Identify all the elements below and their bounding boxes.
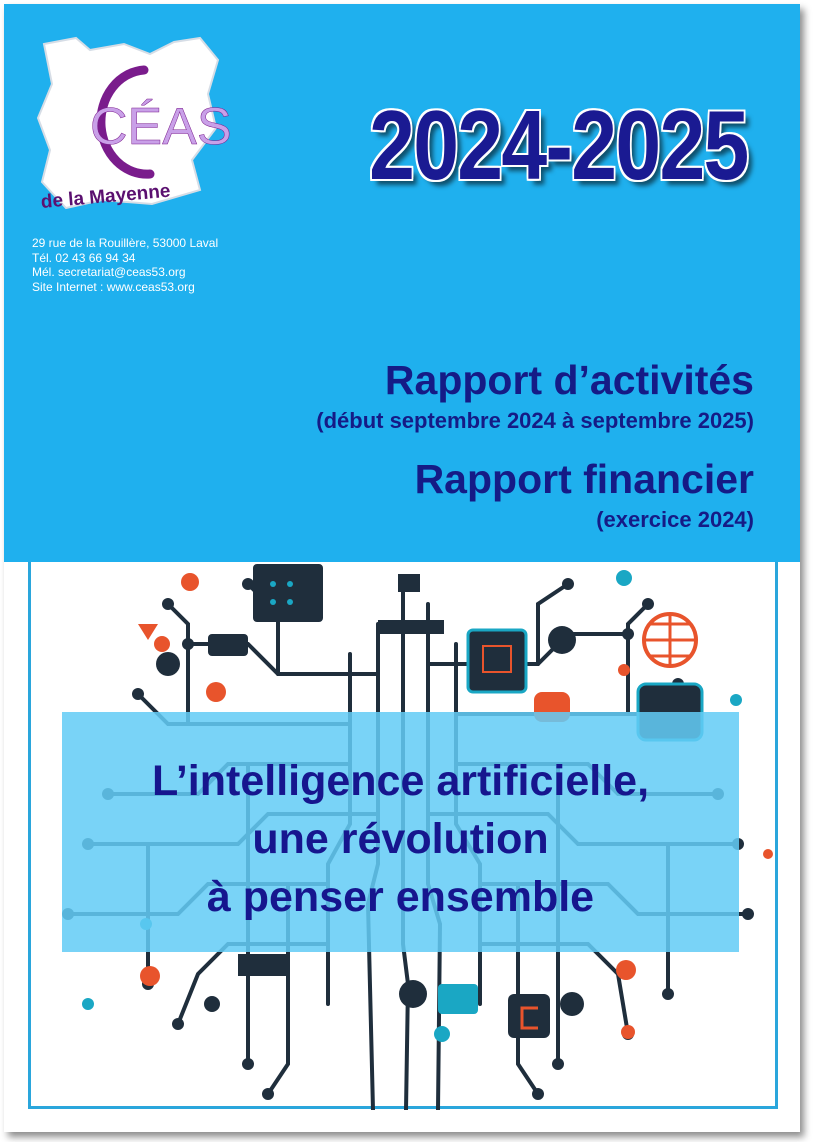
theme-line-1: L’intelligence artificielle, (151, 757, 650, 805)
logo-letters: CÉAS (90, 98, 232, 156)
financial-period: (exercice 2024) (596, 507, 754, 532)
report-cover (4, 4, 800, 1132)
report-year: 2024-2025 (369, 90, 748, 200)
logo-caption: de la Mayenne (40, 180, 172, 213)
theme-line-3: à penser ensemble (206, 873, 595, 921)
website: Site Internet : www.ceas53.org (32, 279, 195, 294)
financial-title: Rapport financier (414, 456, 754, 502)
phone: Tél. 02 43 66 94 34 (32, 250, 136, 265)
theme-banner (62, 712, 739, 952)
activities-title: Rapport d’activités (384, 357, 754, 403)
activities-period: (début septembre 2024 à septembre 2025) (316, 408, 754, 433)
email: Mél. secretariat@ceas53.org (32, 265, 186, 279)
contact-block (32, 236, 218, 294)
address: 29 rue de la Rouillère, 53000 Laval (32, 236, 219, 250)
theme-line-2: une révolution (252, 815, 549, 863)
cover-header (4, 4, 800, 562)
